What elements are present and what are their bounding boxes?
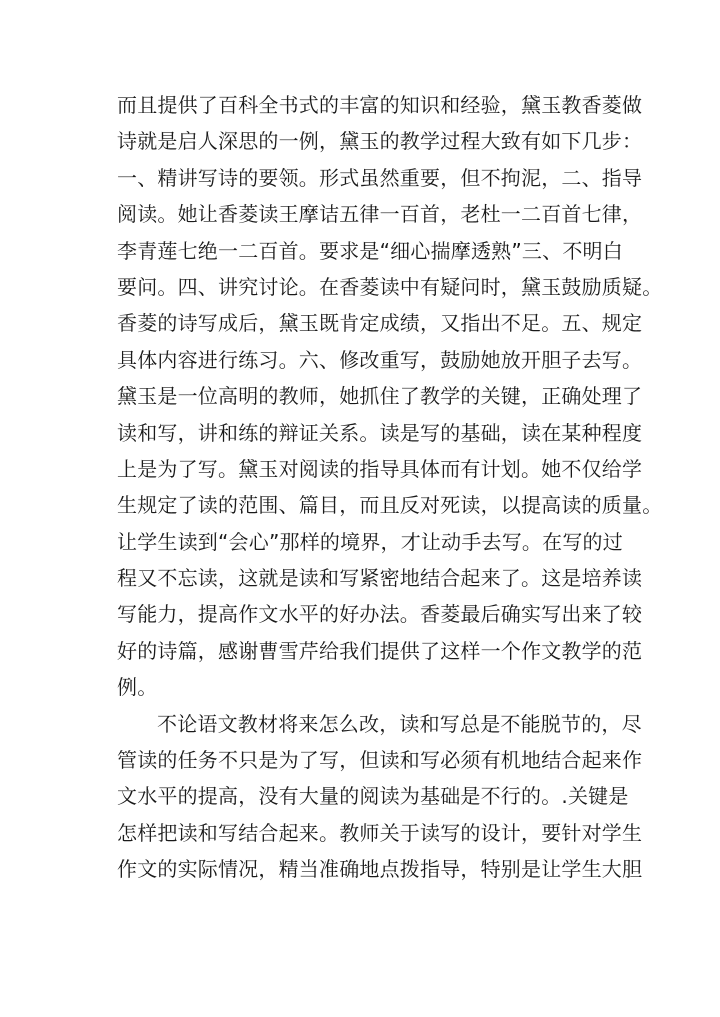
text-line: 而且提供了百科全书式的丰富的知识和经验，黛玉教香菱做 — [117, 93, 643, 117]
text-line: 程又不忘读，这就是读和写紧密地结合起来了。这是培养读 — [117, 566, 643, 591]
paragraph-1 — [117, 87, 663, 706]
text-line: 生规定了读的范围、篇目，而且反对死读，以提高读的质量。 — [117, 493, 663, 518]
text-line: 阅读。她让香菱读王摩诘五律一百首，老杜一二百首七律， — [117, 202, 643, 227]
text-line: 作文的实际情况，精当准确地点拨指导，特别是让学生大胆 — [117, 857, 643, 882]
text-line-indented: 不论语文教材将来怎么改，读和写总是不能脱节的，尽 — [157, 711, 642, 736]
text-line: 李青莲七绝一二百首。要求是“细心揣摩透熟”三、不明白 — [117, 238, 623, 263]
text-line: 一、精讲写诗的要领。形式虽然重要，但不拘泥，二、指导 — [117, 165, 643, 190]
text-line: 上是为了写。黛玉对阅读的指导具体而有计划。她不仅给学 — [117, 456, 643, 481]
text-line: 文水平的提高，没有大量的阅读为基础是不行的。.关键是 — [117, 784, 629, 809]
text-line: 管读的任务不只是为了写，但读和写必须有机地结合起来作 — [117, 748, 643, 773]
text-line: 怎样把读和写结合起来。教师关于读写的设计，要针对学生 — [117, 820, 643, 845]
text-line: 让学生读到“会心”那样的境界，才让动手去写。在写的过 — [117, 529, 623, 554]
text-line: 要问。四、讲究讨论。在香菱读中有疑问时，黛玉鼓励质疑。 — [117, 274, 663, 299]
text-line: 好的诗篇，感谢曹雪芹给我们提供了这样一个作文教学的范 — [117, 638, 643, 663]
text-line: 香菱的诗写成后，黛玉既肯定成绩，又指出不足。五、规定 — [117, 311, 643, 336]
text-line: 写能力，提高作文水平的好办法。香菱最后确实写出来了较 — [117, 602, 643, 627]
paragraph-2 — [117, 706, 643, 888]
text-line: 具体内容进行练习。六、修改重写，鼓励她放开胆子去写。 — [117, 347, 643, 372]
text-line: 诗就是启人深思的一例，黛玉的教学过程大致有如下几步： — [117, 129, 643, 154]
document-body — [117, 87, 663, 888]
text-line: 黛玉是一位高明的教师，她抓住了教学的关键，正确处理了 — [117, 384, 643, 409]
text-line: 例。 — [117, 675, 158, 700]
text-line: 读和写，讲和练的辩证关系。读是写的基础，读在某种程度 — [117, 420, 643, 445]
